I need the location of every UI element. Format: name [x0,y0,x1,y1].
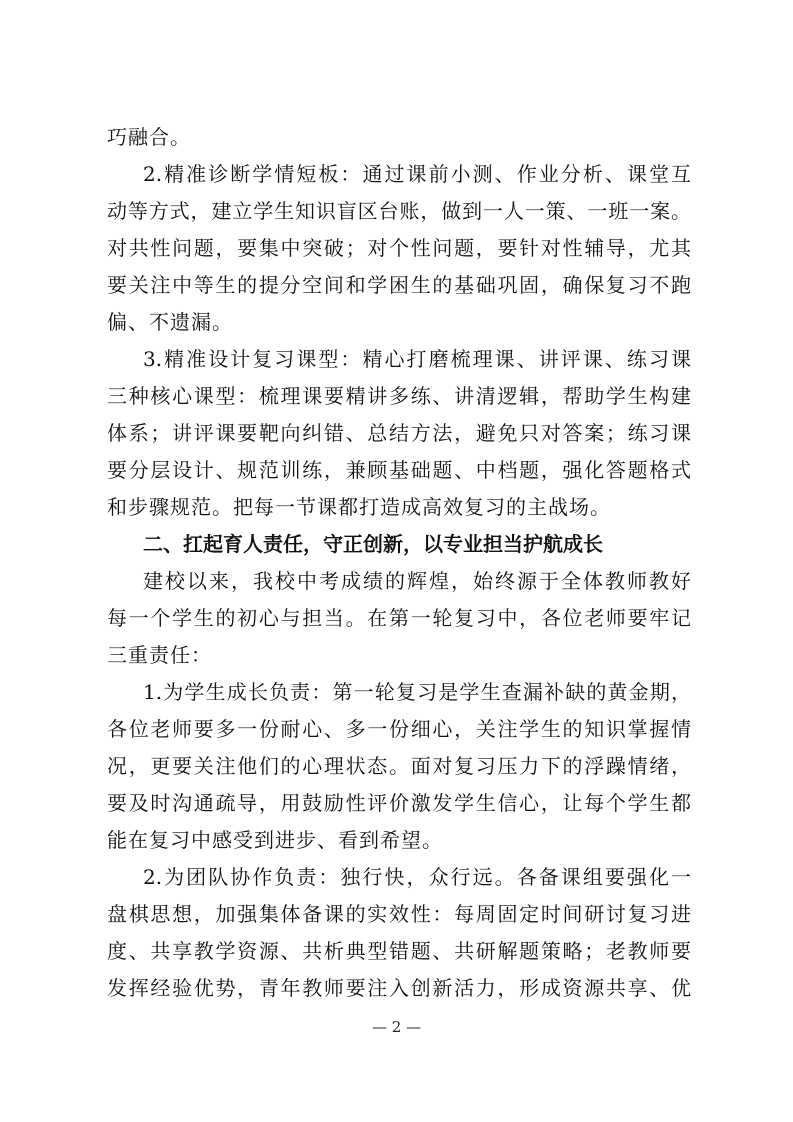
text-line: 建校以来，我校中考成绩的辉煌，始终源于全体教师教好 [143,569,691,593]
paragraph [107,563,691,674]
section-two-body [107,563,691,1007]
text-line: 三种核心课型：梳理课要精讲多练、讲清逻辑，帮助学生构建 [107,384,691,408]
text-line: 巧融合。 [107,125,191,149]
text-line: 三重责任： [107,643,212,667]
text-line: 盘棋思想，加强集体备课的实效性：每周固定时间研讨复习进 [107,902,691,926]
paragraph [107,119,691,156]
text-line: 偏、不遗漏。 [107,310,233,334]
text-line: 各位老师要多一份耐心、多一份细心，关注学生的知识掌握情 [107,717,691,741]
text-line: 1.为学生成长负责：第一轮复习是学生查漏补缺的黄金期， [143,680,691,704]
text-line: 2.为团队协作负责：独行快，众行远。各备课组要强化一 [143,865,691,889]
paragraph [107,156,691,341]
text-line: 能在复习中感受到进步、看到希望。 [107,828,443,852]
text-line: 2.精准诊断学情短板：通过课前小测、作业分析、课堂互 [143,162,691,186]
text-line: 况，更要关注他们的心理状态。面对复习压力下的浮躁情绪， [107,754,691,778]
text-line: 发挥经验优势，青年教师要注入创新活力，形成资源共享、优 [107,976,691,1000]
text-line: 和步骤规范。把每一节课都打造成高效复习的主战场。 [107,495,611,519]
text-line: 度、共享教学资源、共析典型错题、共研解题策略；老教师要 [107,939,691,963]
section-one-continued [107,119,691,526]
text-line: 要关注中等生的提分空间和学困生的基础巩固，确保复习不跑 [107,273,691,297]
text-line: 要分层设计、规范训练，兼顾基础题、中档题，强化答题格式 [107,458,691,482]
document-page [107,119,691,1007]
text-line: 体系；讲评课要靶向纠错、总结方法，避免只对答案；练习课 [107,421,691,445]
text-line: 3.精准设计复习课型：精心打磨梳理课、讲评课、练习课 [143,347,691,371]
text-line: 动等方式，建立学生知识盲区台账，做到一人一策、一班一案。 [107,199,691,223]
paragraph [107,341,691,526]
section-heading: 二、扛起育人责任，守正创新，以专业担当护航成长 [143,532,603,556]
text-line: 要及时沟通疏导，用鼓励性评价激发学生信心，让每个学生都 [107,791,691,815]
paragraph [107,674,691,859]
text-line: 对共性问题，要集中突破；对个性问题，要针对性辅导，尤其 [107,236,691,260]
text-line: 每一个学生的初心与担当。在第一轮复习中，各位老师要牢记 [107,606,691,630]
paragraph [107,859,691,1007]
page-number: — 2 — [371,1018,422,1036]
